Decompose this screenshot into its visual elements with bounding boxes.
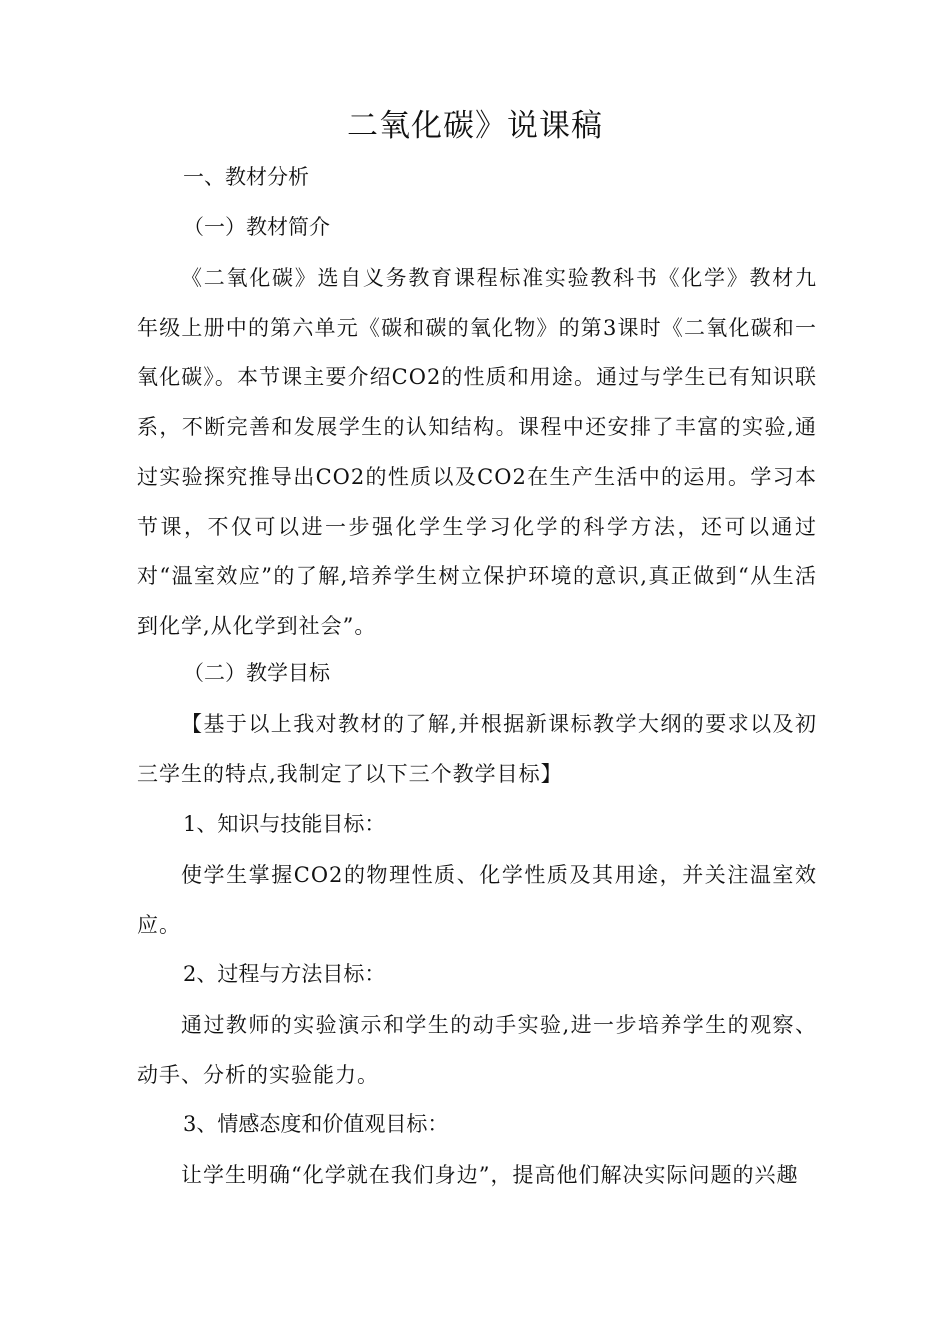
- textbook-intro-paragraph: 《二氧化碳》选自义务教育课程标准实验教科书《化学》教材九年级上册中的第六单元《碳和碳的氧化物》的第3课时《二氧化碳和一氧化碳》。本节课主要介绍CO2的性质和用途。通过与学生已有知识联系，不断完善和发展学生的认知结构。课程中还安排了丰富的实验,通过实验探究推导出CO2的性质以及CO2在生产生活中的运用。学习本节课，不仅可以进一步强化学生学习化学的科学方法，还可以通过对“温室效应”的了解,培养学生树立保护环境的意识,真正做到“从生活到化学,从化学到社会”。: [137, 266, 817, 638]
- section-heading-textbook-analysis: 一、教材分析: [183, 165, 309, 189]
- goal-text-knowledge-skills: 使学生掌握CO2的物理性质、化学性质及其用途，并关注温室效应。: [137, 863, 817, 937]
- subsection-heading-teaching-goals: （二）教学目标: [183, 661, 330, 685]
- goal-heading-process-methods: 2、过程与方法目标：: [183, 962, 386, 986]
- subsection-heading-textbook-intro: （一）教材简介: [183, 215, 330, 239]
- teaching-goals-intro-paragraph: 【基于以上我对教材的了解,并根据新课标教学大纲的要求以及初三学生的特点,我制定了以下三个教学目标】: [137, 712, 817, 786]
- document-title: 二氧化碳》说课稿: [347, 108, 603, 144]
- goal-heading-emotion-values: 3、情感态度和价值观目标：: [183, 1112, 449, 1136]
- goal-heading-knowledge-skills: 1、知识与技能目标：: [183, 812, 386, 836]
- goal-text-process-methods: 通过教师的实验演示和学生的动手实验,进一步培养学生的观察、动手、分析的实验能力。: [137, 1013, 817, 1087]
- goal-text-emotion-values: 让学生明确“化学就在我们身边”，提高他们解决实际问题的兴趣: [181, 1163, 799, 1187]
